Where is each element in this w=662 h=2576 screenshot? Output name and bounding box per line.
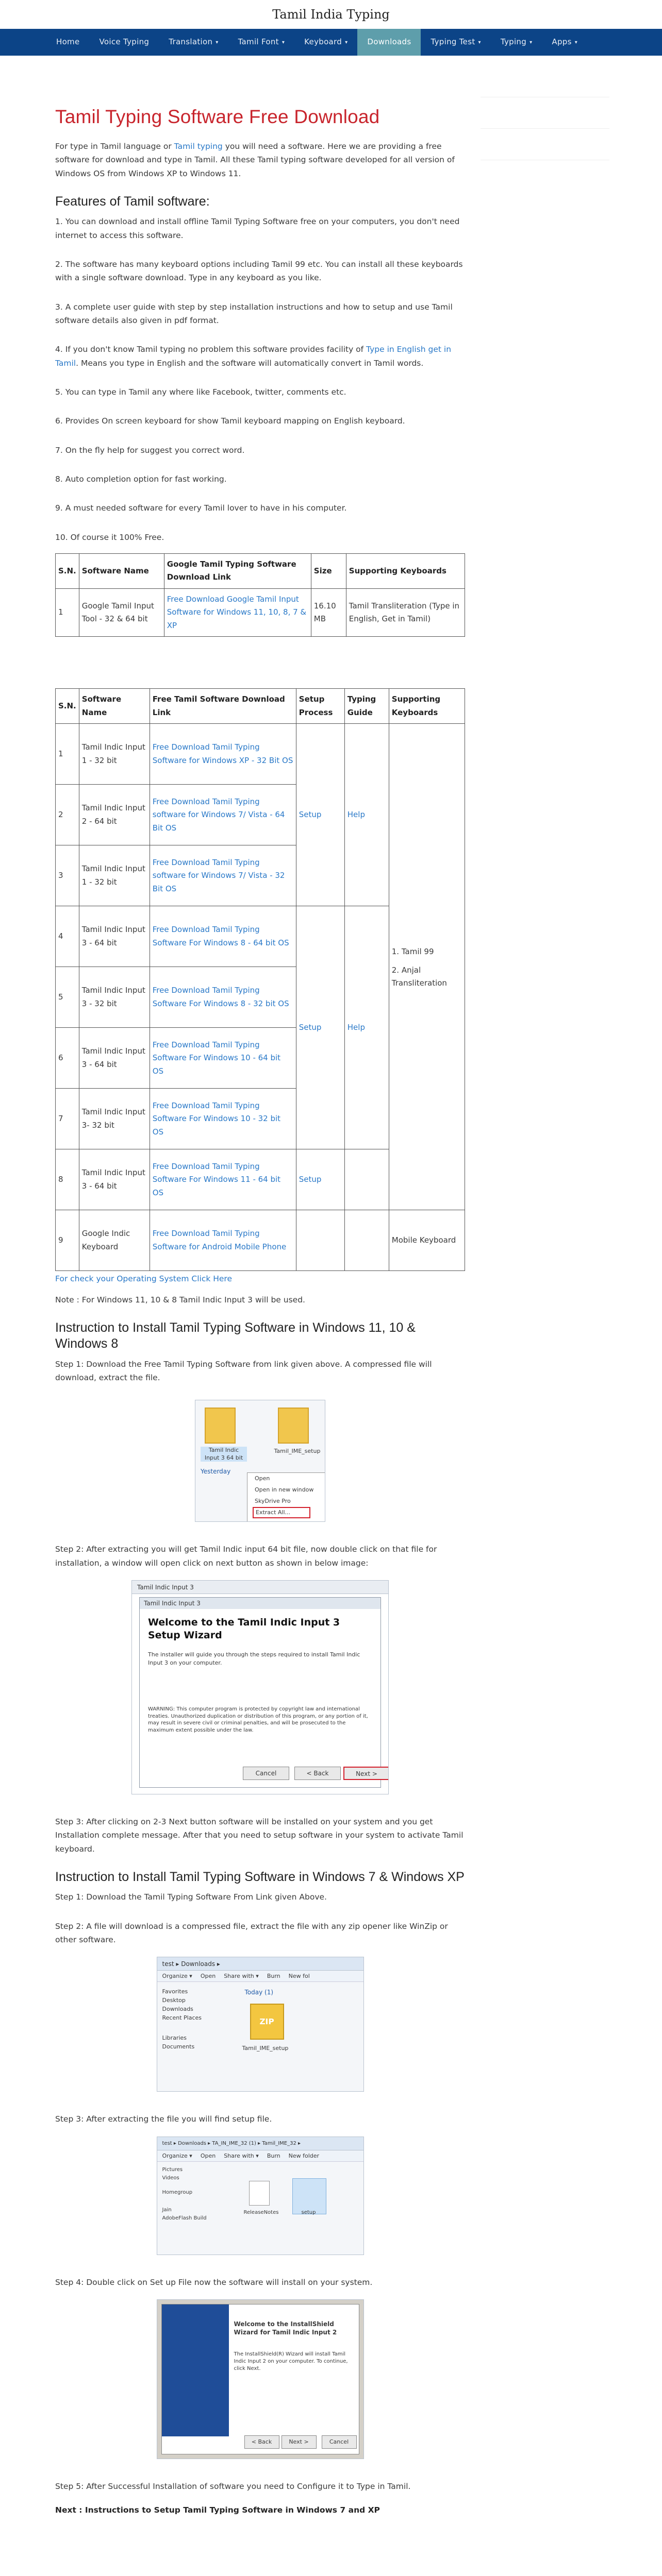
installshield-banner	[162, 2304, 229, 2436]
file-label: Tamil Indic Input 3 64 bit	[201, 1447, 247, 1462]
file-label: Tamil_IME_setup	[274, 1448, 321, 1455]
nav-item-voice-typing[interactable]	[90, 29, 159, 56]
table-header-row	[56, 689, 465, 724]
nav-item-keyboard[interactable]	[294, 29, 357, 56]
step-text: Step 1: Download the Tamil Typing Software From Link given Above.	[55, 1892, 327, 1902]
table-row	[56, 1210, 465, 1271]
table-cell: 6	[56, 1028, 79, 1089]
chevron-down-icon: ▾	[216, 39, 219, 45]
installshield-body: The InstallShield(R) Wizard will install Tamil Indic Input 2 on your computer. To continue, click Next.	[234, 2351, 348, 2372]
wizard-warning: WARNING: This computer program is protected by copyright law and international treaties. Unauthorized duplication or distribution of this program, or any portion of it, may result in severe civil or criminal penalties, and will be prosecuted to the maximum extent possible under the law.	[148, 1706, 368, 1733]
installshield-screenshot	[157, 2299, 364, 2459]
feature-item: 3. A complete user guide with step by step installation instructions and how to setup and use Tamil software details also given in pdf format.	[55, 302, 453, 325]
table-header: Supporting Keyboards	[389, 689, 465, 724]
help-link[interactable]: Help	[347, 1023, 365, 1032]
step-text: Step 2: A file will download is a compressed file, extract the file with any zip opener like WinZip or other software.	[55, 1921, 448, 1945]
table-cell: Tamil Indic Input 1 - 32 bit	[79, 845, 150, 906]
toolbar-item[interactable]: Burn	[267, 1973, 280, 1980]
folder-icon	[278, 1408, 309, 1444]
back-button[interactable]: < Back	[294, 1767, 341, 1780]
sidebar-divider	[481, 128, 609, 129]
installshield-window	[161, 2304, 359, 2454]
main-content	[55, 97, 465, 2533]
keyboard-label: 1. Tamil 99	[391, 947, 434, 957]
table-header: Software Name	[79, 553, 164, 588]
table-header: S.N.	[56, 553, 79, 588]
feature-item: 2. The software has many keyboard options including Tamil 99 etc. You can install all these keyboards with a single software download. Type in any keyboard as you like.	[55, 259, 463, 283]
download-link[interactable]: Free Download Tamil Typing Software For Windows 8 - 32 bit OS	[152, 986, 289, 1008]
table-cell	[296, 906, 344, 1149]
download-link[interactable]: Free Download Tamil Typing Software for Windows XP - 32 Bit OS	[152, 742, 293, 765]
main-navbar	[0, 29, 662, 56]
nav-label: Apps	[552, 37, 572, 47]
folder-icon	[205, 1408, 236, 1444]
download-link[interactable]: Free Download Tamil Typing Software For Windows 10 - 32 bit OS	[152, 1100, 281, 1137]
help-link[interactable]: Help	[347, 810, 365, 820]
table-cell	[296, 724, 344, 906]
explorer-toolbar	[157, 2150, 363, 2162]
sidebar	[481, 97, 609, 385]
toolbar-item[interactable]: Burn	[267, 2152, 280, 2159]
step-text: Step 3: After clicking on 2-3 Next button software will be installed on your system and you get Installation complete message. After that you need to setup software in your system to activate Tamil keyboard.	[55, 1817, 464, 1854]
table-header-row	[56, 553, 465, 588]
feature-item: 4. If you don't know Tamil typing no problem this software provides facility of Type in English get in Tamil. Means you type in English and the software will automatically convert in Tamil words.	[55, 345, 452, 368]
table-cell: Tamil Indic Input 3 - 64 bit	[79, 1149, 150, 1210]
context-menu	[247, 1472, 325, 1522]
chevron-down-icon: ▾	[345, 39, 348, 45]
type-english-get-tamil-link[interactable]: Type in English get in Tamil	[55, 345, 452, 368]
download-link[interactable]: Free Download Tamil Typing Software For Windows 8 - 64 bit OS	[152, 925, 289, 947]
table-header: Google Tamil Typing Software Download Link	[164, 553, 311, 588]
menu-item-skydrive[interactable]: SkyDrive Pro	[255, 1498, 291, 1505]
table-cell: Tamil Indic Input 2 - 64 bit	[79, 785, 150, 845]
page-body	[0, 56, 662, 2576]
table-cell: 8	[56, 1149, 79, 1210]
zip-icon[interactable]: ZIP	[250, 2004, 284, 2040]
address-bar: test ▸ Downloads ▸	[157, 1957, 363, 1971]
download-link[interactable]: Free Download Tamil Typing software for Windows 7/ Vista - 64 Bit OS	[152, 796, 285, 833]
feature-item: 9. A must needed software for every Tamil lover to have in his computer.	[55, 503, 347, 513]
table-cell: Google Indic Keyboard	[79, 1210, 150, 1271]
nav-item[interactable]: Pictures	[162, 2166, 183, 2173]
tamil-indic-table	[55, 688, 465, 1271]
file-label: setup	[301, 2209, 316, 2215]
setup-file-screenshot	[157, 2137, 364, 2255]
features-list	[55, 215, 465, 544]
table-header: S.N.	[56, 689, 79, 724]
setup-link[interactable]: Setup	[299, 810, 322, 820]
table-cell	[344, 906, 389, 1149]
table-cell: 16.10 MB	[311, 588, 346, 637]
feature-item: 10. Of course it 100% Free.	[55, 532, 164, 542]
toolbar-item[interactable]: Open	[200, 1973, 216, 1980]
table-cell	[344, 1149, 389, 1210]
menu-item-extract-all[interactable]: Extract All...	[253, 1507, 310, 1518]
table-cell: 9	[56, 1210, 79, 1271]
table-cell	[150, 724, 296, 785]
table-cell: Tamil Indic Input 3- 32 bit	[79, 1089, 150, 1149]
nav-item[interactable]: Desktop	[162, 1997, 186, 2004]
next-instructions: Next : Instructions to Setup Tamil Typing Software in Windows 7 and XP	[55, 2505, 380, 2515]
wizard-guide-text: The installer will guide you through the steps required to install Tamil Indic Input 3 on your computer.	[148, 1651, 360, 1666]
table-cell	[150, 1149, 296, 1210]
win8-heading: Instruction to Install Tamil Typing Software in Windows 11, 10 & Windows 8	[55, 1320, 416, 1351]
toolbar-item[interactable]: Share with ▾	[224, 2152, 259, 2159]
table-cell	[296, 1210, 344, 1271]
document-icon[interactable]	[249, 2181, 270, 2206]
nav-item[interactable]: AdobeFlash Build	[162, 2215, 207, 2221]
step-text: Step 1: Download the Free Tamil Typing Software from link given above. A compressed file will download, extract the file.	[55, 1359, 432, 1383]
table-cell: Tamil Indic Input 3 - 64 bit	[79, 906, 150, 967]
table-cell	[344, 1210, 389, 1271]
table-cell: Tamil Transliteration (Type in English, Get in Tamil)	[346, 588, 465, 637]
download-link[interactable]: Free Download Tamil Typing Software For Windows 10 - 64 bit OS	[152, 1040, 281, 1076]
table-cell: 2	[56, 785, 79, 845]
table-cell: Tamil Indic Input 1 - 32 bit	[79, 724, 150, 785]
nav-item[interactable]: Recent Places	[162, 2014, 202, 2022]
setup-link[interactable]: Setup	[299, 1023, 322, 1032]
downloads-explorer-screenshot	[157, 1957, 364, 2092]
wizard-titlebar: Tamil Indic Input 3	[140, 1598, 380, 1609]
check-os-link[interactable]: For check your Operating System Click Here	[55, 1274, 232, 1284]
table-cell	[344, 724, 389, 906]
table-cell: 1	[56, 724, 79, 785]
toolbar-item[interactable]: New folder	[288, 2152, 320, 2159]
table-cell	[164, 588, 311, 637]
table-cell: 3	[56, 845, 79, 906]
table-cell: Mobile Keyboard	[389, 1210, 465, 1271]
nav-label: Translation	[169, 37, 213, 47]
table-header: Setup Process	[296, 689, 344, 724]
nav-item[interactable]: Documents	[162, 2043, 195, 2050]
setup-win7-link[interactable]: Setup Tamil Typing Software in Windows 7 and XP	[154, 2505, 380, 2515]
address-bar: test ▸ Downloads ▸ TA_IN_IME_32 (1) ▸ Tamil_IME_32 ▸	[157, 2137, 363, 2150]
table-row	[56, 724, 465, 785]
table-row	[56, 588, 465, 637]
step-text: Step 4: Double click on Set up File now the software will install on your system.	[55, 2277, 373, 2287]
table-cell: 4	[56, 906, 79, 967]
window-tab: Tamil Indic Input 3	[132, 1581, 388, 1594]
toolbar-item[interactable]: Organize ▾	[162, 1973, 192, 1980]
nav-item[interactable]: Jain	[162, 2207, 172, 2213]
explorer-sidebar	[162, 2166, 207, 2223]
table-cell: 1	[56, 588, 79, 637]
menu-item-open[interactable]: Open	[255, 1475, 270, 1482]
intro-paragraph: For type in Tamil language or Tamil typing you will need a software. Here we are providing a free software for download and type in Tamil. All these Tamil typing software developed for all version of Windows OS from Windows XP to Windows 11.	[55, 141, 455, 178]
back-button[interactable]: < Back	[244, 2435, 279, 2449]
nav-item[interactable]: Downloads	[162, 2006, 193, 2013]
site-title[interactable]: Tamil India Typing	[272, 7, 390, 22]
chevron-down-icon: ▾	[282, 39, 285, 45]
explorer-toolbar	[157, 1971, 363, 1982]
explorer-sidebar	[162, 1987, 202, 2051]
table-cell	[150, 845, 296, 906]
table-header: Size	[311, 553, 346, 588]
table-cell	[150, 785, 296, 845]
table-cell	[150, 906, 296, 967]
file-label: Tamil_IME_setup	[242, 2045, 289, 2052]
table-cell	[150, 1089, 296, 1149]
toolbar-item[interactable]: Organize ▾	[162, 2152, 192, 2159]
nav-item[interactable]: Libraries	[162, 2035, 187, 2042]
group-label: Yesterday	[201, 1468, 231, 1476]
step-text: Step 3: After extracting the file you will find setup file.	[55, 2114, 272, 2124]
table-cell: Tamil Indic Input 3 - 32 bit	[79, 967, 150, 1028]
download-link[interactable]: Free Download Tamil Typing software for Windows 7/ Vista - 32 Bit OS	[152, 857, 285, 893]
feature-item: 6. Provides On screen keyboard for show Tamil keyboard mapping on English keyboard.	[55, 416, 405, 426]
table-cell	[150, 967, 296, 1028]
google-tamil-download-link[interactable]: Free Download Google Tamil Input Software for Windows 11, 10, 8, 7 & XP	[167, 594, 307, 630]
file-label: ReleaseNotes	[243, 2209, 279, 2215]
toolbar-item[interactable]: Open	[200, 2152, 216, 2159]
page-title: Tamil Typing Software Free Download	[55, 106, 380, 127]
chevron-down-icon: ▾	[478, 39, 481, 45]
keyboard-label: 2. Anjal Transliteration	[391, 965, 447, 988]
chevron-down-icon: ▾	[574, 39, 578, 45]
table-cell	[150, 1210, 296, 1271]
step-text: Step 5: After Successful Installation of software you need to Configure it to Type in Tamil.	[55, 2482, 411, 2492]
google-input-table	[55, 553, 465, 637]
nav-item-typing-test[interactable]	[421, 29, 490, 56]
group-label: Today (1)	[244, 1989, 274, 1996]
table-header: Free Tamil Software Download Link	[150, 689, 296, 724]
nav-label: Typing	[500, 37, 527, 47]
nav-item[interactable]: Favorites	[162, 1988, 188, 1995]
table-cell	[150, 1028, 296, 1089]
toolbar-item[interactable]: Share with ▾	[224, 1973, 259, 1980]
table-header: Supporting Keyboards	[346, 553, 465, 588]
nav-item-downloads[interactable]	[357, 29, 421, 56]
wizard-welcome: Welcome to the Tamil Indic Input 3 Setup Wizard	[148, 1617, 340, 1641]
table-cell	[296, 1149, 344, 1210]
feature-item: 7. On the fly help for suggest you correct word.	[55, 445, 245, 455]
cancel-button[interactable]: Cancel	[322, 2435, 357, 2449]
step-text: Step 2: After extracting you will get Tamil Indic input 64 bit file, now double click on that file for installation, a window will open click on next button as shown in below image:	[55, 1545, 437, 1568]
nav-item[interactable]: Homegroup	[162, 2189, 193, 2195]
setup-link[interactable]: Setup	[299, 1175, 322, 1184]
table-cell: Tamil Indic Input 3 - 64 bit	[79, 1028, 150, 1089]
installshield-title: Welcome to the InstallShield Wizard for Tamil Indic Input 2	[234, 2320, 337, 2336]
feature-item: 1. You can download and install offline Tamil Typing Software free on your computers, you don't need internet to access this software.	[55, 217, 460, 240]
table-cell: Google Tamil Input Tool - 32 & 64 bit	[79, 588, 164, 637]
nav-item-typing[interactable]	[491, 29, 542, 56]
table-cell: 7	[56, 1089, 79, 1149]
nav-item-tamil-font[interactable]	[228, 29, 295, 56]
extract-screenshot	[195, 1400, 325, 1522]
site-header	[0, 0, 662, 29]
nav-item-apps[interactable]	[542, 29, 587, 56]
nav-item-home[interactable]	[46, 29, 90, 56]
cancel-button[interactable]: Cancel	[243, 1767, 289, 1780]
win7-heading: Instruction to Install Tamil Typing Software in Windows 7 & Windows XP	[55, 1870, 465, 1885]
setup-wizard-screenshot	[131, 1580, 389, 1794]
table-cell: 5	[56, 967, 79, 1028]
feature-item: 5. You can type in Tamil any where like Facebook, twitter, comments etc.	[55, 387, 346, 397]
features-heading: Features of Tamil software:	[55, 194, 210, 209]
tamil-typing-link[interactable]: Tamil typing	[174, 141, 223, 151]
next-button[interactable]: Next >	[343, 1767, 389, 1780]
nav-label: Tamil Font	[238, 37, 279, 47]
table-header: Software Name	[79, 689, 150, 724]
chevron-down-icon: ▾	[529, 39, 533, 45]
nav-label: Home	[56, 37, 80, 47]
nav-label: Voice Typing	[99, 37, 150, 47]
feature-item: 8. Auto completion option for fast working.	[55, 474, 227, 484]
table-header: Typing Guide	[344, 689, 389, 724]
note: Note : For Windows 11, 10 & 8 Tamil Indic Input 3 will be used.	[55, 1295, 305, 1304]
wizard-window	[139, 1597, 381, 1788]
nav-label: Typing Test	[431, 37, 475, 47]
nav-label: Keyboard	[304, 37, 342, 47]
toolbar-item[interactable]: New fol	[288, 1973, 310, 1980]
download-link[interactable]: Free Download Tamil Typing Software For Windows 11 - 64 bit OS	[152, 1161, 281, 1197]
next-button[interactable]: Next >	[282, 2435, 317, 2449]
table-cell	[389, 724, 465, 1210]
nav-item[interactable]: Videos	[162, 2175, 179, 2181]
menu-item-open-new[interactable]: Open in new window	[255, 1486, 314, 1494]
nav-label: Downloads	[367, 37, 411, 47]
nav-item-translation[interactable]	[159, 29, 228, 56]
download-link[interactable]: Free Download Tamil Typing Software for Android Mobile Phone	[152, 1229, 287, 1251]
